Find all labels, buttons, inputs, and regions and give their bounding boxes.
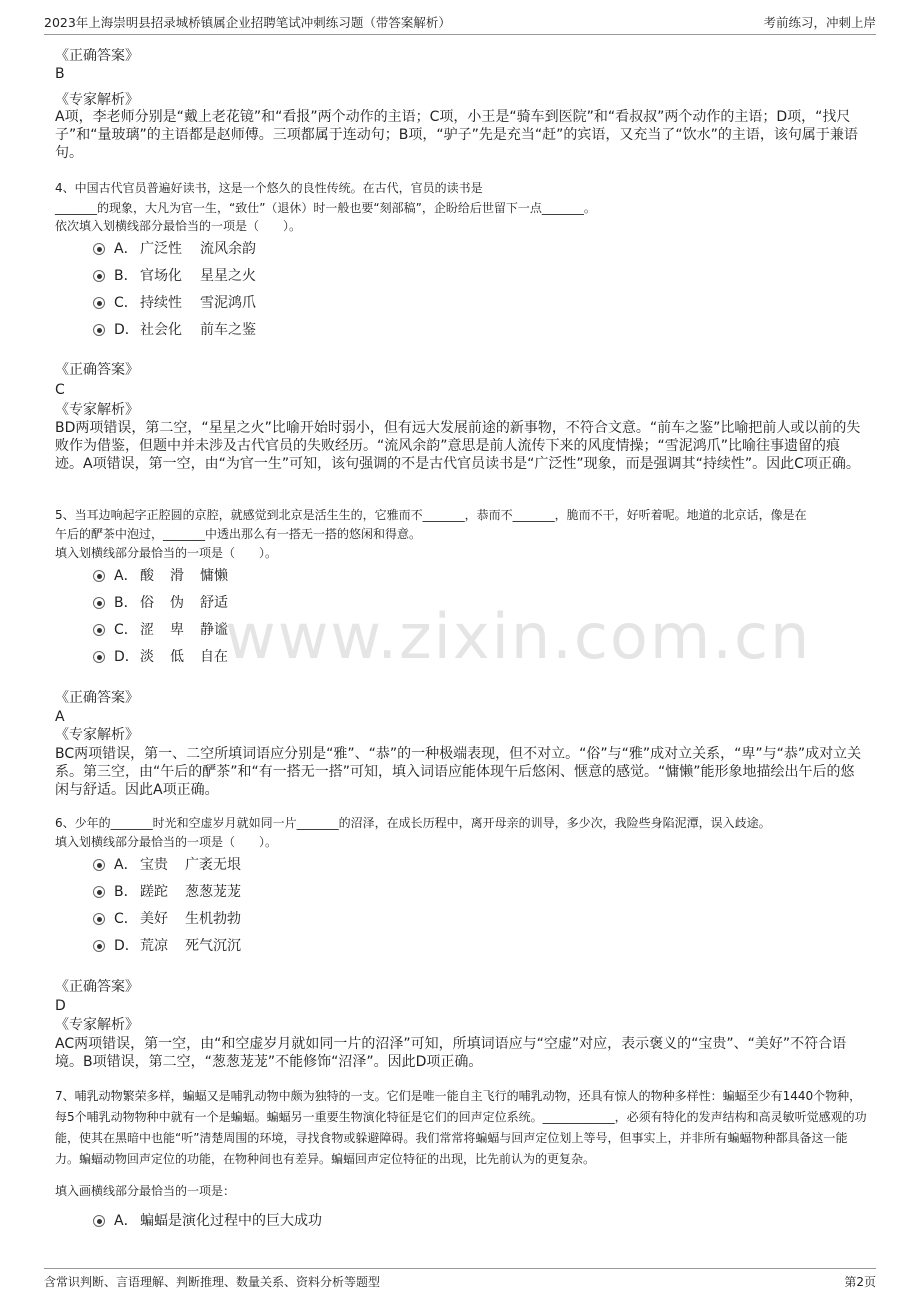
radio-button-icon[interactable]: [93, 624, 105, 636]
radio-button-icon[interactable]: [93, 297, 105, 309]
q5-option-b[interactable]: B． 俗 伪 舒适: [93, 592, 228, 614]
question-7-prompt: 填入画横线部分最恰当的一项是：: [55, 1184, 236, 1198]
q5-option-d[interactable]: D． 淡 低 自在: [93, 646, 228, 668]
analysis-label: 《专家解析》: [55, 92, 139, 108]
question-6-line-1: 6、少年的_______时光和空虚岁月就如同一片_______的沼泽，在成长历程中，离开母亲的训导，多少次，我险些身陷泥潭，误入歧途。: [55, 816, 771, 830]
question-5-line-2: 午后的酽茶中泡过，_______中透出那么有一搭无一搭的悠闲和得意。: [55, 527, 422, 541]
q4-option-b[interactable]: B． 官场化 星星之火: [93, 265, 256, 287]
answer-label: 《正确答案》: [55, 979, 139, 995]
q4-option-a[interactable]: A． 广泛性 流风余韵: [93, 238, 256, 260]
answer-label: 《正确答案》: [55, 690, 139, 706]
q4-option-d[interactable]: D． 社会化 前车之鉴: [93, 319, 256, 341]
analysis-q6: AC两项错误，第一空，由“和空虚岁月就如同一片的沼泽”可知，所填词语应与“空虚”对应，表示褒义的“宝贵”、“美好”不符合语境。B项错误，第二空，“葱葱茏茏”不能修饰“沼泽”。因此D项正确。: [55, 1036, 847, 1070]
analysis-q5: BC两项错误，第一、二空所填词语应分别是“雅”、“恭”的一种极端表现，但不对立。“俗”与“雅”成对立关系，“卑”与“恭”成对立关系。第三空，由“午后的酽茶”和“有一搭无一搭”可知，填入词语应能体现午后悠闲、惬意的感觉。“慵懒”能形象地描绘出午后的悠闲与舒适。因此A项正确。: [55, 746, 862, 798]
q4-option-c[interactable]: C． 持续性 雪泥鸿爪: [93, 292, 256, 314]
radio-button-icon[interactable]: [93, 243, 105, 255]
footer-topics: 含常识判断、言语理解、判断推理、数量关系、资料分析等题型: [44, 1275, 381, 1289]
radio-button-icon[interactable]: [93, 570, 105, 582]
q5-option-a[interactable]: A． 酸 滑 慵懒: [93, 565, 228, 587]
q5-option-c[interactable]: C． 涩 卑 静谧: [93, 619, 228, 641]
analysis-label: 《专家解析》: [55, 727, 139, 743]
q7-option-a[interactable]: A． 蝙蝠是演化过程中的巨大成功: [93, 1210, 322, 1232]
question-4-line-1: 4、中国古代官员普遍好读书，这是一个悠久的良性传统。在古代，官员的读书是: [55, 181, 483, 195]
q6-option-d[interactable]: D． 荒凉 死气沉沉: [93, 935, 241, 957]
answer-label: 《正确答案》: [55, 48, 139, 64]
radio-button-icon[interactable]: [93, 886, 105, 898]
analysis-label: 《专家解析》: [55, 1017, 139, 1033]
answer-label: 《正确答案》: [55, 362, 139, 378]
analysis-q3: A项，李老师分别是“戴上老花镜”和“看报”两个动作的主语；C项，小王是“骑车到医院”和“看叔叔”两个动作的主语；D项，“找尺子”和“量玻璃”的主语都是赵师傅。三项都属于连动句；B项，“驴子”先是充当“赶”的宾语，又充当了“饮水”的主语，该句属于兼语句。: [55, 109, 858, 161]
correct-answer-q3: B: [55, 66, 65, 82]
question-5-prompt: 填入划横线部分最恰当的一项是（ ）。: [55, 546, 278, 560]
document-title: 2023年上海崇明县招录城桥镇属企业招聘笔试冲刺练习题（带答案解析）: [44, 15, 451, 30]
correct-answer-q5: A: [55, 709, 65, 725]
radio-button-icon[interactable]: [93, 940, 105, 952]
correct-answer-q6: D: [55, 998, 66, 1014]
radio-button-icon[interactable]: [93, 324, 105, 336]
question-4-line-2: _______的现象，大凡为官一生，“致仕”（退休）时一般也要“刻部稿”，企盼给后世留下一点_______。: [55, 201, 596, 215]
analysis-label: 《专家解析》: [55, 402, 139, 418]
page-number: 第2页: [844, 1275, 876, 1289]
q6-option-a[interactable]: A． 宝贵 广袤无垠: [93, 854, 241, 876]
header-slogan: 考前练习，冲刺上岸: [763, 15, 876, 30]
question-4-prompt: 依次填入划横线部分最恰当的一项是（ ）。: [55, 219, 302, 233]
analysis-q4: BD两项错误，第二空，“星星之火”比喻开始时弱小，但有远大发展前途的新事物，不符合文意。“前车之鉴”比喻把前人或以前的失败作为借鉴，但题中并未涉及古代官员的失败经历。“流风余韵”意思是前人流传下来的风度情操；“雪泥鸿爪”比喻往事遗留的痕迹。A项错误，第一空，由“为官一生”可知，该句强调的不是古代官员读书是“广泛性”现象，而是强调其“持续性”。因此C项正确。: [55, 420, 861, 472]
radio-button-icon[interactable]: [93, 1215, 105, 1227]
radio-button-icon[interactable]: [93, 270, 105, 282]
question-6-prompt: 填入划横线部分最恰当的一项是（ ）。: [55, 835, 278, 849]
question-7-passage: 7、哺乳动物繁荣多样，蝙蝠又是哺乳动物中颇为独特的一支。它们是唯一能自主飞行的哺乳动物，还具有惊人的物种多样性：蝙蝠至少有1440个物种，每5个哺乳动物物种中就有一个是蝙蝠。蝙蝠另一重要生物演化特征是它们的回声定位系统。____________，必须有特化的发声结构和高灵敏听觉感观的功能，使其在黑暗中也能“听”清楚周围的环境，寻找食物或躲避障碍。我们常常将蝙蝠与回声定位划上等号，但事实上，并非所有蝙蝠物种都具备这一能力。蝙蝠动物回声定位的功能，在物种间也有差异。蝙蝠回声定位特征的出现，比先前认为的更复杂。: [55, 1089, 867, 1166]
correct-answer-q4: C: [55, 382, 65, 398]
radio-button-icon[interactable]: [93, 913, 105, 925]
q6-option-b[interactable]: B． 蹉跎 葱葱茏茏: [93, 881, 241, 903]
question-5-line-1: 5、当耳边响起字正腔圆的京腔，就感觉到北京是活生生的，它雅而不_______，恭而不_______，脆而不干，好听着呢。地道的北京话，像是在: [55, 508, 807, 522]
radio-button-icon[interactable]: [93, 597, 105, 609]
page-header: [44, 10, 876, 35]
watermark: www.zixin.com.cn: [225, 600, 812, 673]
q6-option-c[interactable]: C． 美好 生机勃勃: [93, 908, 241, 930]
radio-button-icon[interactable]: [93, 651, 105, 663]
page-footer: [44, 1268, 876, 1295]
radio-button-icon[interactable]: [93, 859, 105, 871]
